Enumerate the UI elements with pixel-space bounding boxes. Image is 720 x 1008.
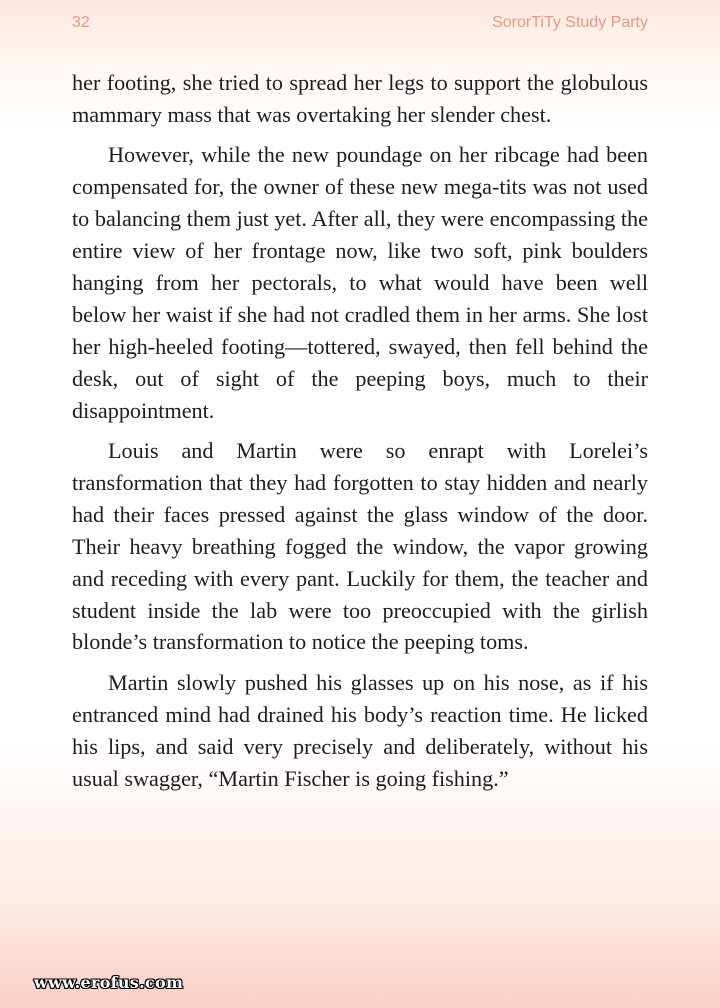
- watermark-url: www.erofus.com: [34, 973, 184, 992]
- paragraph: her footing, she tried to spread her legs to support the globulous mammary mass that was overtaking her slender chest.: [72, 70, 648, 127]
- body-text: [72, 67, 648, 803]
- paragraph: Louis and Martin were so enrapt with Lorelei’s transformation that they had forgotten to stay hidden and nearly had their faces pressed against the glass window of the door. Their heavy breathing fogged the window, the vapor growing and receding with every pant. Luckily for them, the teacher and student inside the lab were too preoccupied with the girlish blonde’s transformation to notice the peeping toms.: [72, 437, 648, 655]
- page-header: [72, 14, 648, 38]
- running-title: SororTiTy Study Party: [492, 14, 648, 31]
- paragraph: However, while the new poundage on her ribcage had been compensated for, the owner of these new mega-tits was not used to balancing them just yet. After all, they were encompassing the entire view of her frontage now, like two soft, pink boulders hanging from her pectorals, to what would have been well below her waist if she had not cradled them in her arms. She lost her high-heeled footing—tottered, swayed, then fell behind the desk, out of sight of the peeping boys, much to their disappointment.: [72, 142, 648, 423]
- paragraph: Martin slowly pushed his glasses up on his nose, as if his entranced mind had drained his body’s reaction time. He licked his lips, and said very precisely and deliberately, without his usual swagger, “Martin Fischer is going fishing.”: [72, 669, 648, 791]
- page-number: 32: [72, 14, 90, 31]
